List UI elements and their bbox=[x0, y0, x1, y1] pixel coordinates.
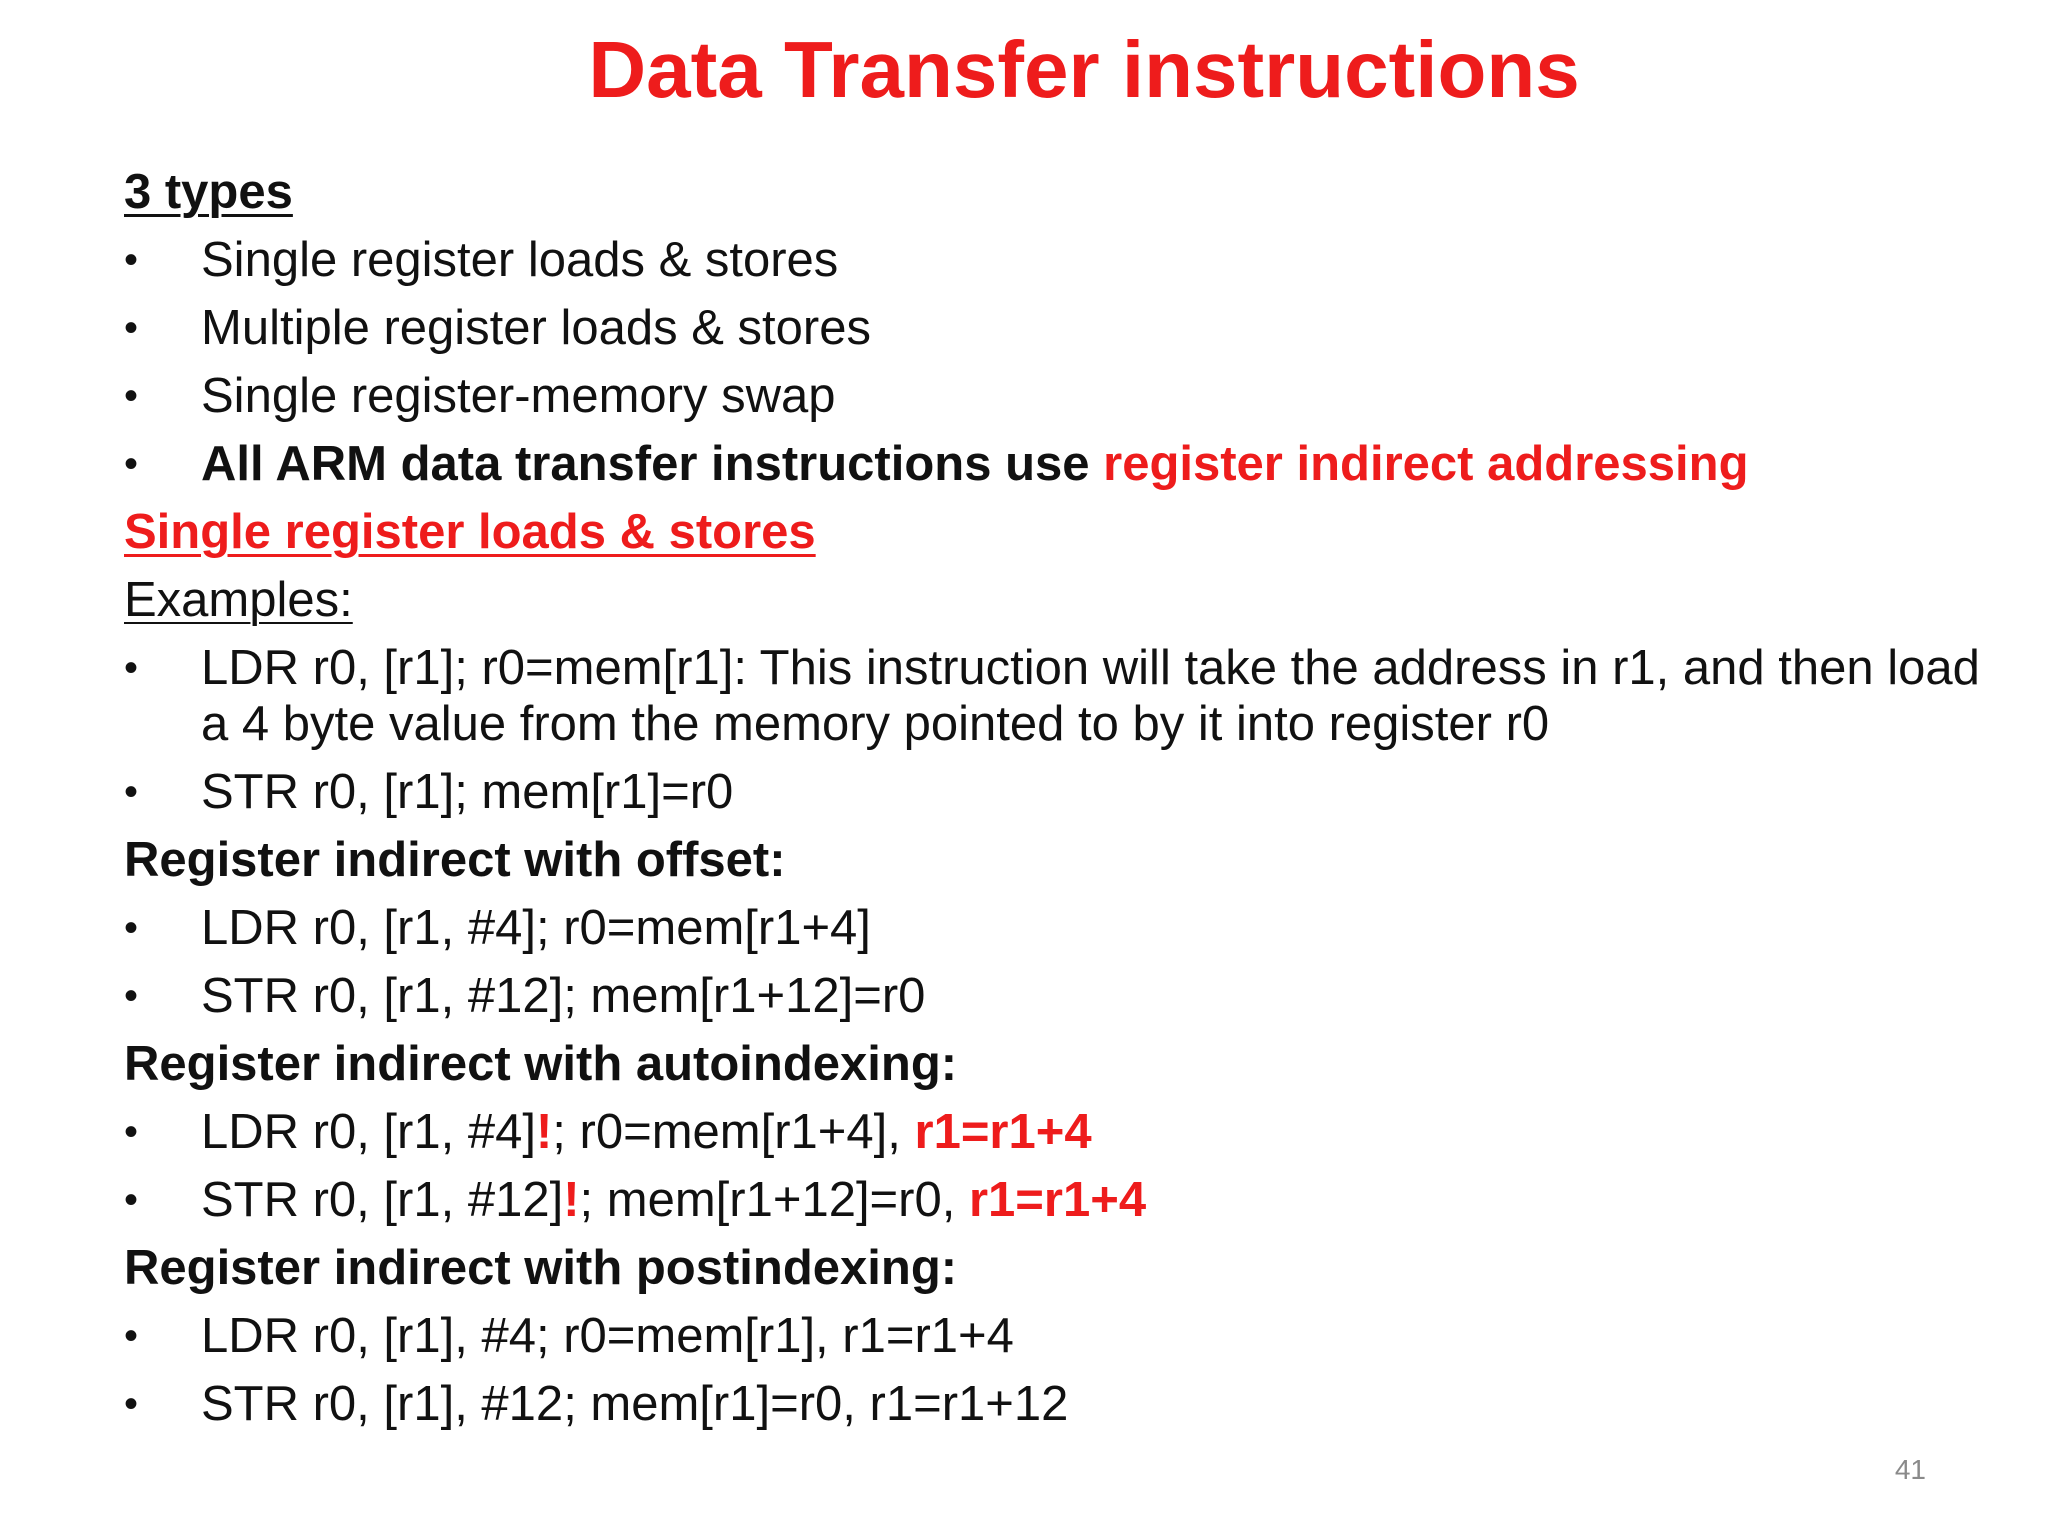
bullet-icon: • bbox=[124, 374, 139, 418]
types-heading: 3 types bbox=[124, 165, 293, 219]
bullet-icon: • bbox=[124, 770, 139, 814]
type-item: Multiple register loads & stores bbox=[201, 301, 871, 355]
list-item bbox=[124, 226, 2004, 294]
offset-item: LDR r0, [r1, #4]; r0=mem[r1+4] bbox=[201, 901, 871, 955]
list-item bbox=[124, 294, 2004, 362]
example-str: STR r0, [r1]; mem[r1]=r0 bbox=[201, 765, 734, 819]
list-item bbox=[124, 894, 2004, 962]
autoindex-heading: Register indirect with autoindexing: bbox=[124, 1037, 958, 1091]
list-item bbox=[124, 758, 2004, 826]
examples-label-row bbox=[124, 566, 2004, 634]
arm-note-highlight: register indirect addressing bbox=[1103, 437, 1749, 491]
bullet-icon: • bbox=[124, 1110, 139, 1154]
bullet-icon: • bbox=[124, 442, 139, 486]
autoindex-instr: LDR r0, [r1, #4] bbox=[201, 1105, 536, 1159]
offset-item: STR r0, [r1, #12]; mem[r1+12]=r0 bbox=[201, 969, 926, 1023]
list-item bbox=[124, 1370, 2004, 1438]
bullet-icon: • bbox=[124, 1382, 139, 1426]
bullet-icon: • bbox=[124, 238, 139, 282]
autoindex-update: r1=r1+4 bbox=[968, 1173, 1147, 1227]
type-item: Single register loads & stores bbox=[201, 233, 839, 287]
slide-content bbox=[124, 158, 2004, 1438]
autoindex-effect: ; r0=mem[r1+4], bbox=[552, 1105, 915, 1159]
postindex-item: STR r0, [r1], #12; mem[r1]=r0, r1=r1+12 bbox=[201, 1377, 1069, 1431]
single-register-heading: Single register loads & stores bbox=[124, 505, 816, 559]
autoindex-item bbox=[201, 1098, 2004, 1166]
bullet-icon: • bbox=[124, 646, 139, 690]
list-item bbox=[124, 430, 2004, 498]
arm-note bbox=[201, 430, 2004, 498]
postindex-item: LDR r0, [r1], #4; r0=mem[r1], r1=r1+4 bbox=[201, 1309, 1014, 1363]
postindex-heading: Register indirect with postindexing: bbox=[124, 1241, 958, 1295]
list-item bbox=[124, 1098, 2004, 1166]
list-item bbox=[124, 362, 2004, 430]
list-item bbox=[124, 634, 2004, 758]
autoindex-instr: STR r0, [r1, #12] bbox=[201, 1173, 564, 1227]
types-heading-row bbox=[124, 158, 2004, 226]
offset-heading: Register indirect with offset: bbox=[124, 833, 786, 887]
examples-label: Examples: bbox=[124, 573, 353, 627]
arm-note-lead: All ARM data transfer instructions use bbox=[201, 437, 1104, 491]
bullet-icon: • bbox=[124, 1178, 139, 1222]
page-number: 41 bbox=[1894, 1454, 1926, 1485]
autoindex-effect: ; mem[r1+12]=r0, bbox=[579, 1173, 969, 1227]
bullet-icon: • bbox=[124, 1314, 139, 1358]
bullet-icon: • bbox=[124, 306, 139, 350]
single-heading-row bbox=[124, 498, 2004, 566]
list-item bbox=[124, 1302, 2004, 1370]
type-item: Single register-memory swap bbox=[201, 369, 836, 423]
writeback-bang: ! bbox=[535, 1105, 553, 1159]
bullet-icon: • bbox=[124, 974, 139, 1018]
list-item bbox=[124, 962, 2004, 1030]
autoindex-update: r1=r1+4 bbox=[914, 1105, 1092, 1159]
example-ldr: LDR r0, [r1]; r0=mem[r1]: This instruction will take the address in r1, and then load a 4 byte value from the memory pointed to by it into register r0 bbox=[201, 641, 1980, 751]
bullet-icon: • bbox=[124, 906, 139, 950]
slide-title: Data Transfer instructions bbox=[588, 25, 1580, 114]
list-item bbox=[124, 1166, 2004, 1234]
writeback-bang: ! bbox=[563, 1173, 580, 1227]
autoindex-item bbox=[201, 1166, 2004, 1234]
